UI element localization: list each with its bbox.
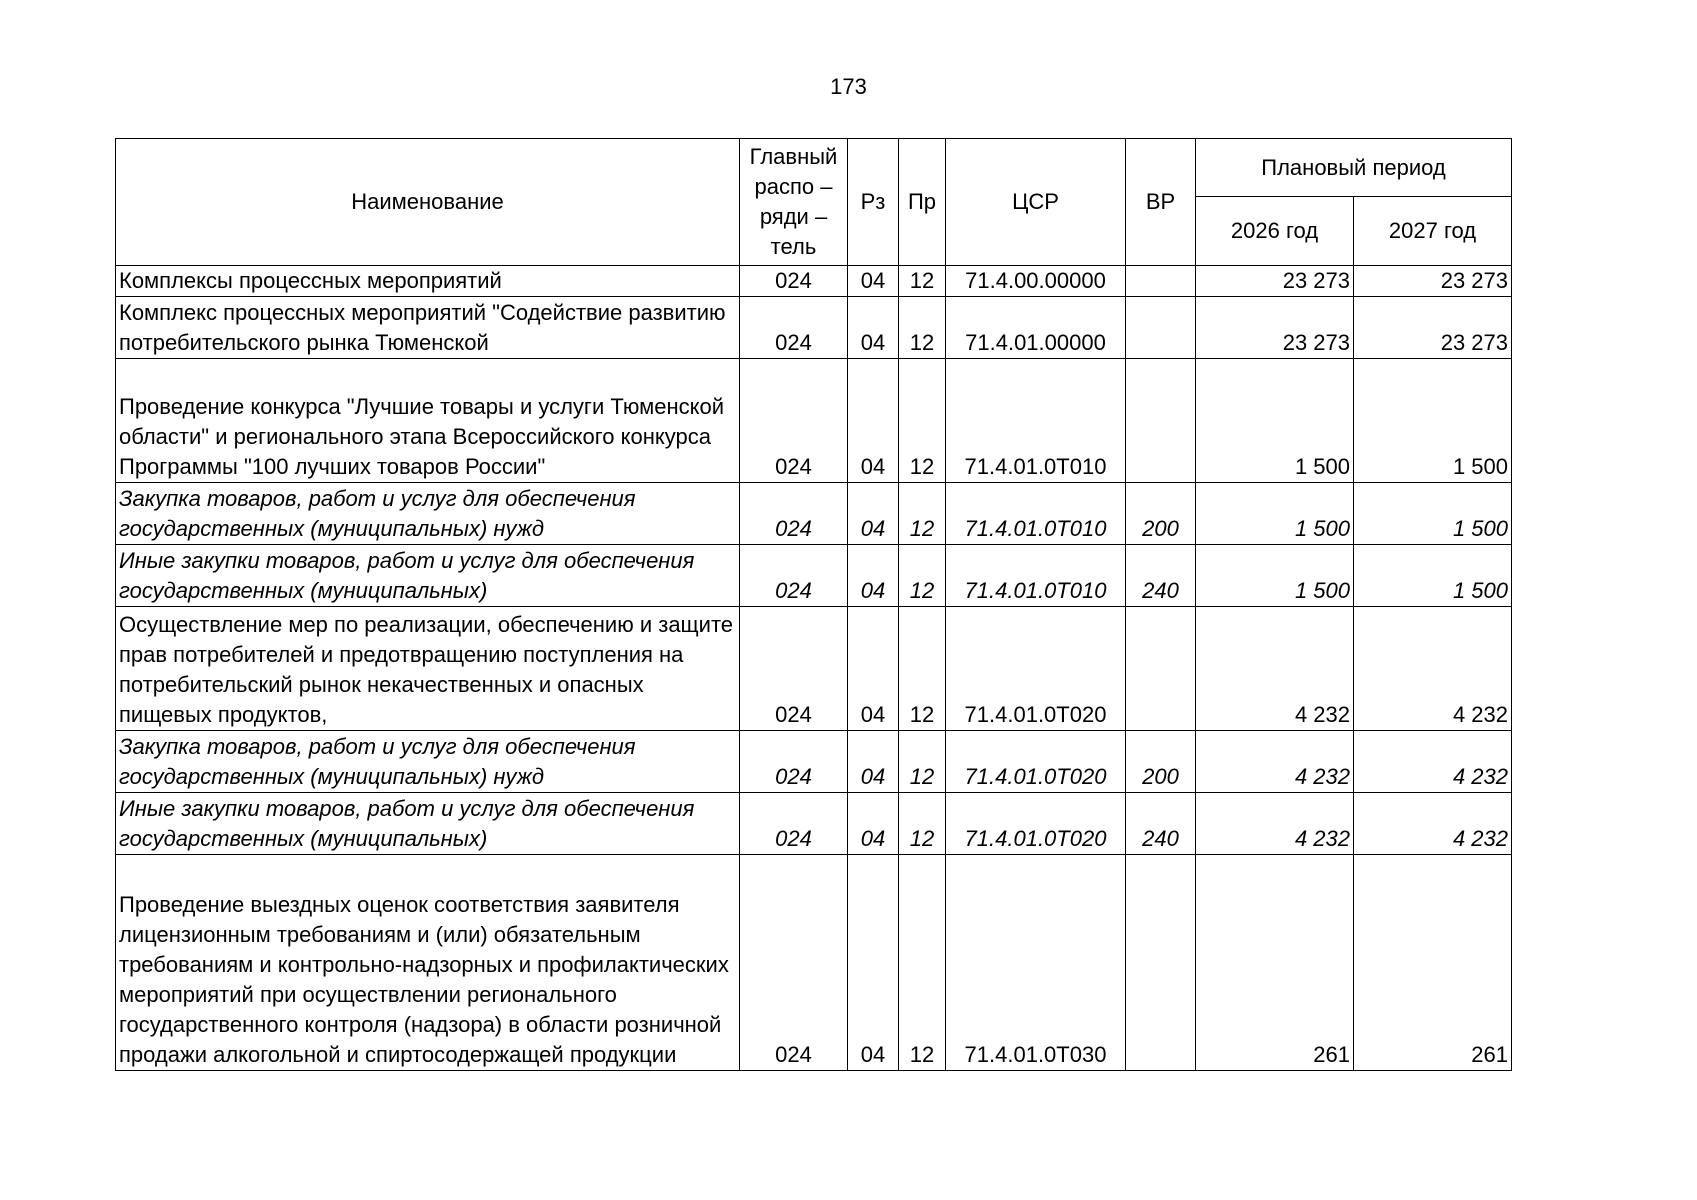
- row-pr: 12: [899, 483, 946, 545]
- row-2027: 4 232: [1354, 607, 1512, 731]
- row-vr: 240: [1126, 545, 1196, 607]
- row-2027: 4 232: [1354, 793, 1512, 855]
- row-main-manager: 024: [740, 266, 848, 297]
- table-row: [116, 545, 1512, 607]
- table-row: [116, 731, 1512, 793]
- header-vr: ВР: [1126, 139, 1196, 266]
- row-2026: 261: [1196, 855, 1354, 1071]
- row-pr: 12: [899, 607, 946, 731]
- row-name-cell: [116, 793, 740, 855]
- row-csr: 71.4.01.0Т010: [946, 483, 1126, 545]
- row-2027: 1 500: [1354, 483, 1512, 545]
- row-2027: 261: [1354, 855, 1512, 1071]
- row-main-manager: 024: [740, 731, 848, 793]
- table-row: [116, 483, 1512, 545]
- row-main-manager: 024: [740, 855, 848, 1071]
- row-rz: 04: [848, 359, 899, 483]
- row-vr: 200: [1126, 483, 1196, 545]
- table-row: [116, 266, 1512, 297]
- table-row: [116, 607, 1512, 731]
- row-csr: 71.4.01.0Т020: [946, 731, 1126, 793]
- row-vr: [1126, 297, 1196, 359]
- row-rz: 04: [848, 793, 899, 855]
- row-pr: 12: [899, 731, 946, 793]
- row-2027: 1 500: [1354, 359, 1512, 483]
- row-rz: 04: [848, 855, 899, 1071]
- row-csr: 71.4.01.00000: [946, 297, 1126, 359]
- row-main-manager: 024: [740, 793, 848, 855]
- table-row: [116, 855, 1512, 1071]
- row-2027: 1 500: [1354, 545, 1512, 607]
- row-csr: 71.4.01.0Т010: [946, 359, 1126, 483]
- row-2027: 23 273: [1354, 266, 1512, 297]
- row-vr: 240: [1126, 793, 1196, 855]
- row-csr: 71.4.01.0Т020: [946, 607, 1126, 731]
- row-rz: 04: [848, 297, 899, 359]
- row-vr: 200: [1126, 731, 1196, 793]
- row-2027: 23 273: [1354, 297, 1512, 359]
- row-vr: [1126, 855, 1196, 1071]
- row-2026: 1 500: [1196, 359, 1354, 483]
- row-2027: 4 232: [1354, 731, 1512, 793]
- row-rz: 04: [848, 266, 899, 297]
- row-main-manager: 024: [740, 359, 848, 483]
- row-vr: [1126, 266, 1196, 297]
- header-planned-period: Плановый период: [1196, 139, 1512, 197]
- row-name: Закупка товаров, работ и услуг для обеспечения государственных (муниципальных) нужд: [116, 731, 740, 793]
- row-csr: 71.4.01.0Т030: [946, 855, 1126, 1071]
- row-name: Проведение конкурса "Лучшие товары и услуги Тюменской области" и регионального этапа Всероссийского конкурса Программы "100 лучших товаров России": [116, 359, 740, 483]
- row-main-manager: 024: [740, 607, 848, 731]
- row-2026: 1 500: [1196, 545, 1354, 607]
- row-main-manager: 024: [740, 483, 848, 545]
- row-rz: 04: [848, 607, 899, 731]
- row-2026: 4 232: [1196, 731, 1354, 793]
- row-name: Осуществление мер по реализации, обеспечению и защите прав потребителей и предотвращению поступления на потребительский рынок некачественных и опасных пищевых продуктов,: [116, 607, 740, 731]
- row-2026: 1 500: [1196, 483, 1354, 545]
- row-name: Комплекс процессных мероприятий "Содействие развитию потребительского рынка Тюменской: [119, 300, 726, 355]
- row-2026: 23 273: [1196, 266, 1354, 297]
- row-pr: 12: [899, 793, 946, 855]
- row-2026: 4 232: [1196, 793, 1354, 855]
- header-pr: Пр: [899, 139, 946, 266]
- row-name-cell: [116, 545, 740, 607]
- table-row: [116, 793, 1512, 855]
- table-header: [116, 139, 1512, 266]
- header-csr: ЦСР: [946, 139, 1126, 266]
- row-rz: 04: [848, 731, 899, 793]
- budget-table: [115, 138, 1512, 1071]
- row-pr: 12: [899, 266, 946, 297]
- table-row: [116, 359, 1512, 483]
- row-2026: 4 232: [1196, 607, 1354, 731]
- row-main-manager: 024: [740, 545, 848, 607]
- row-csr: 71.4.00.00000: [946, 266, 1126, 297]
- row-vr: [1126, 359, 1196, 483]
- row-vr: [1126, 607, 1196, 731]
- row-csr: 71.4.01.0Т010: [946, 545, 1126, 607]
- header-year-2027: 2027 год: [1354, 197, 1512, 266]
- row-name: Комплексы процессных мероприятий: [116, 266, 740, 297]
- row-rz: 04: [848, 483, 899, 545]
- header-name: Наименование: [116, 139, 740, 266]
- header-rz: Рз: [848, 139, 899, 266]
- row-name: Иные закупки товаров, работ и услуг для обеспечения государственных (муниципальных): [119, 796, 695, 851]
- row-name-cell: [116, 297, 740, 359]
- row-pr: 12: [899, 359, 946, 483]
- row-name: Закупка товаров, работ и услуг для обеспечения государственных (муниципальных) нужд: [116, 483, 740, 545]
- row-csr: 71.4.01.0Т020: [946, 793, 1126, 855]
- row-name: Проведение выездных оценок соответствия заявителя лицензионным требованиям и (или) обязательным требованиям и контрольно-надзорных и профилактических мероприятий при осуществлении регионального государственного контроля (надзора) в области розничной продажи алкогольной и спиртосодержащей продукции: [116, 855, 740, 1071]
- table-row: [116, 297, 1512, 359]
- row-2026: 23 273: [1196, 297, 1354, 359]
- header-main-manager: Главный распо – ряди – тель: [740, 139, 848, 266]
- row-rz: 04: [848, 545, 899, 607]
- row-name: Иные закупки товаров, работ и услуг для обеспечения государственных (муниципальных): [119, 548, 695, 603]
- row-main-manager: 024: [740, 297, 848, 359]
- row-pr: 12: [899, 297, 946, 359]
- header-year-2026: 2026 год: [1196, 197, 1354, 266]
- row-pr: 12: [899, 545, 946, 607]
- page-number: 173: [830, 74, 867, 99]
- row-pr: 12: [899, 855, 946, 1071]
